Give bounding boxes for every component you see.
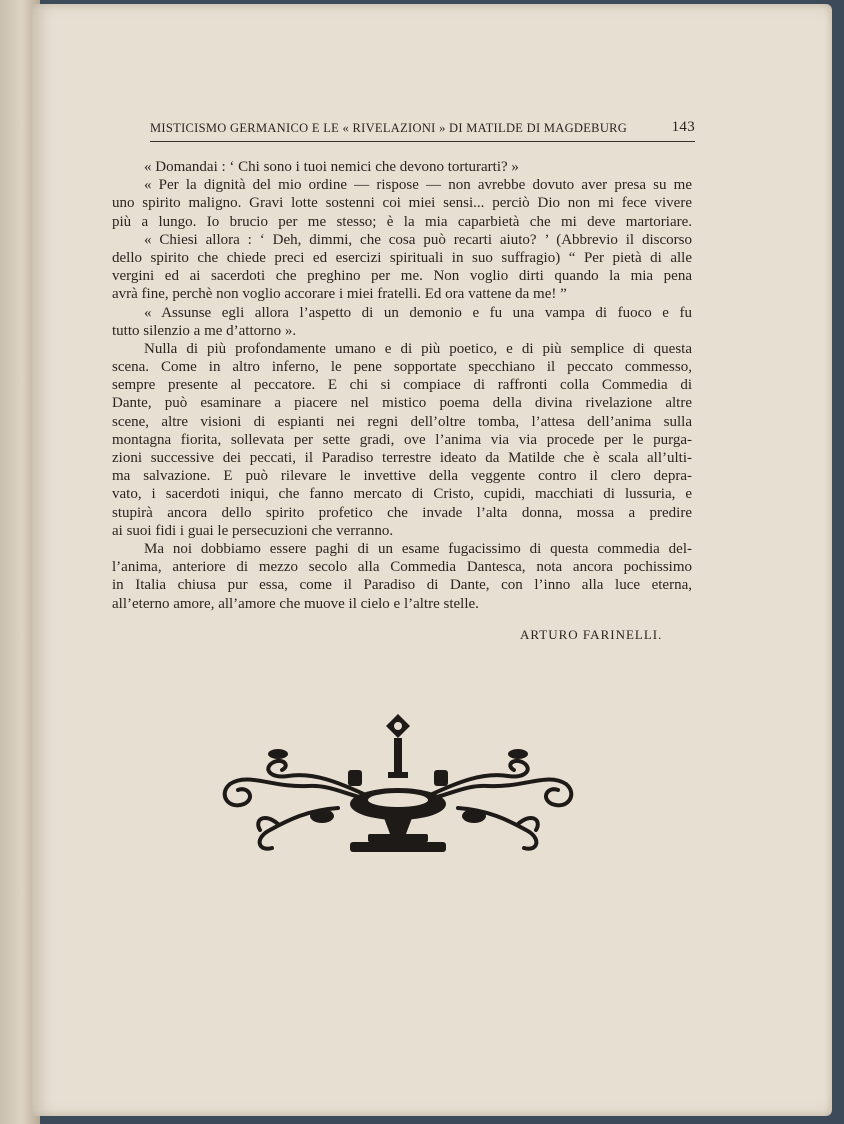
text-line: in Italia chiusa pur essa, come il Paradiso di Dante, con l’inno alla luce eterna,: [112, 577, 692, 594]
text-line: « Per la dignità del mio ordine — rispose — non avrebbe dovuto aver presa su me: [144, 177, 692, 194]
text-line: stupirà ancora dello spirito profetico che invade l’alta donna, mossa a predire: [112, 504, 692, 521]
text-line: scene, altre visioni di espianti nei regni dell’oltre tomba, l’attesa dell’anima sulla: [112, 413, 692, 430]
text-line: « Domandai : ‘ Chi sono i tuoi nemici che devono torturarti? »: [144, 159, 519, 175]
page-number: 143: [671, 119, 695, 135]
text-line: tutto silenzio a me d’attorno ».: [112, 322, 297, 339]
text-line: all’eterno amore, all’amore che muove il cielo e l’altre stelle.: [112, 595, 479, 612]
text-line: scena. Come in altro inferno, le pene sopportate specchiano il peccato commesso,: [112, 359, 692, 376]
text-line: sempre presente al peccatore. E chi si compiace di raffronti colla Commedia di: [112, 377, 692, 394]
text-line: avrà fine, perchè non voglio accorare i miei fratelli. Ed ora vattene da me! ”: [112, 286, 567, 303]
text-line: « Assunse egli allora l’aspetto di un demonio e fu una vampa di fuoco e fu: [144, 304, 692, 321]
text-line: più a lungo. Io brucio per me stesso; è la mia caparbietà che mi deve martoriare.: [112, 213, 692, 230]
running-header: [150, 121, 695, 142]
text-line: vergini ed ai sacerdoti che preghino per me. Non voglio dirti quando la mia pena: [112, 268, 692, 285]
text-line: Ma noi dobbiamo essere paghi di un esame fugacissimo di questa commedia del-: [144, 540, 692, 557]
text-line: vato, i sacerdoti iniqui, che fanno mercato di Cristo, cupidi, macchiati di lussuria, e: [112, 486, 692, 503]
running-title: MISTICISMO GERMANICO E LE « RIVELAZIONI » DI MATILDE DI MAGDEBURG: [150, 121, 628, 135]
text-line: l’anima, anteriore di mezzo secolo alla Commedia Dantesca, nota ancora pochissimo: [112, 559, 692, 576]
text-line: zioni successive dei peccati, il Paradiso terrestre ideato da Matilde che è scala all’ulti-: [112, 450, 692, 466]
text-line: ma salvazione. E può rilevare le invettive della veggente contro il clero depra-: [112, 468, 692, 485]
oil-lamp-ornament-icon: [218, 712, 578, 862]
text-line: montagna fiorita, sollevata per sette gradi, ove l’anima via via procede per le purga-: [112, 431, 692, 448]
text-line: dello spirito che chiede preci ed esercizi spirituali in suo suffragio) “ Per pietà di alle: [112, 249, 692, 266]
text-line: Dante, può esaminare a piacere nel mistico poema della divina rivelazione altre: [112, 395, 692, 412]
text-line: Nulla di più profondamente umano e di più poetico, e di più semplice di questa: [144, 340, 692, 357]
text-line: « Chiesi allora : ‘ Deh, dimmi, che cosa può recarti aiuto? ’ (Abbrevio il discorso: [144, 231, 692, 248]
text-line: ai suoi fidi i guai le persecuzioni che verranno.: [112, 522, 394, 539]
article-body: [112, 158, 692, 613]
author-signature: ARTURO FARINELLI.: [520, 627, 663, 642]
text-line: uno spirito maligno. Gravi lotte sostenni coi miei sensi... perciò Dio non mi fece vivere: [112, 195, 692, 212]
